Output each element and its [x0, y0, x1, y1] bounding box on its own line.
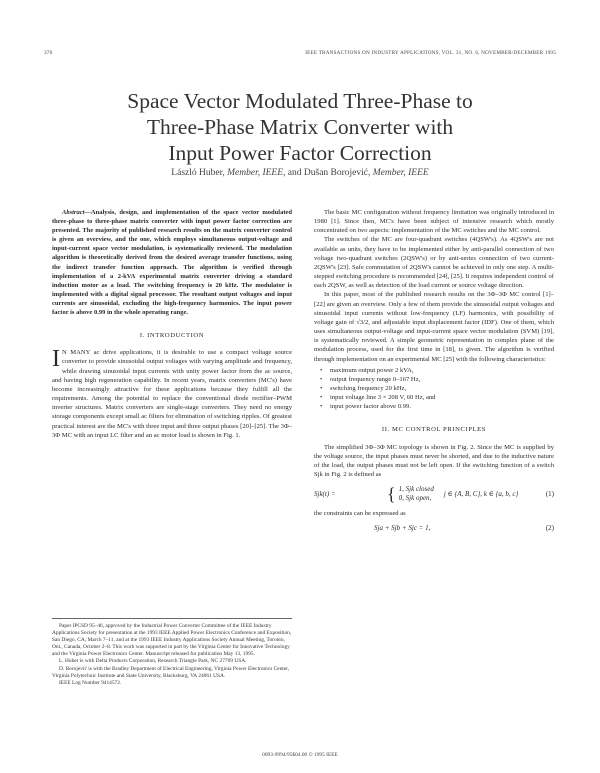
footnote-4: IEEE Log Number 9414572. — [59, 679, 122, 686]
paragraph-3: In this paper, most of the published research results on the 3Φ–3Φ MC control [1]–[22] are given an overview. Only a few of them provide the sinusoidal output voltages and sinusoidal input currents without low-frequency (LF) harmonics, with possibility of voltage gain of √3/2, and adjustable input displacement factor (IDF). One of them, which uses simultaneous output-voltage and input-current space vector modulation (SVM) [19], is systematically reviewed. A simple geometric representation in complex plane of the modulation process, used for the first time in [18], is given. The algorithm is verified through implementation on an experimental MC [25] with the following characteristics: — [314, 291, 554, 363]
equation-1-cases — [399, 485, 434, 503]
paragraph-4: The simplified 3Φ–3Φ MC topology is shown in Fig. 2. Since the MC is supplied by the voltage source, the input phases must never be shorted, and due to the inductive nature of the load, the output phases must not be left open. If the switching function of a switch Sjk in Fig. 2 is defined as — [314, 443, 554, 479]
journal-name: IEEE TRANSACTIONS ON INDUSTRY APPLICATIONS, VOL. 31, NO. 6, NOVEMBER/DECEMBER 1995 — [305, 50, 556, 56]
list-item: • input power factor above 0.99. — [328, 402, 554, 411]
paragraph-5: the constraints can be expressed as — [314, 510, 406, 518]
author-1-name: László Huber, — [171, 168, 225, 178]
equation-1-lhs: Sjk(t) = — [314, 489, 336, 498]
title-line-2: Three-Phase Matrix Converter with — [146, 115, 454, 139]
title-line-3: Input Power Factor Correction — [168, 141, 432, 165]
section-heading-introduction: I. INTRODUCTION — [139, 332, 205, 340]
equation-2 — [314, 524, 554, 533]
drop-cap: I — [52, 346, 60, 373]
equation-1-case-2: 0, Sjk open, — [398, 494, 432, 503]
equation-brace: { — [387, 484, 396, 505]
list-item: • switching frequency 20 kHz, — [328, 384, 554, 393]
footnote-2: L. Huber is with Delta Products Corporation, Research Triangle Park, NC 27709 USA. — [59, 658, 247, 665]
characteristics-list — [328, 366, 554, 412]
running-header — [44, 50, 556, 60]
footnote-1: Paper IPCSD 95–46, approved by the Industrial Power Converter Committee of the IEEE Industry Applications Society for presentation at the 1993 IEEE Applied Power Electronics Conference and Exposition, San Diego, CA, March 7–11, and at the 1993 IEEE Industry Applications Society Annual Meeting, Toronto, Ont., Canada, October 2–8. This work was supported in part by the Virginia Center for Innovative Technology and the Virginia Power Electronics Center. Manuscript released for publication May 13, 1995. — [52, 623, 292, 658]
list-item: • input voltage line 3 × 208 V, 60 Hz, and — [328, 393, 554, 402]
equation-1 — [314, 485, 554, 503]
author-conjunction: and — [287, 168, 302, 178]
page-number: 370 — [44, 50, 53, 56]
abstract-text: Analysis, design, and implementation of the space vector modulated three-phase to three-phase matrix converter with input power factor correction are presented. The majority of published research results on the matrix converter control is given an overview, and the one, which employs simultaneous output-voltage and input-current space vector modulation, is systematically reviewed. The modulation algorithm is theoretically derived from the desired average transfer functions, using the indirect transfer function approach. The algorithm is verified through implementation of a 2-kVA experimental matrix converter driving a standard induction motor as a load. The switching frequency is 20 kHz. The modulator is implemented with a digital signal processor. The resultant output voltages and input currents are sinusoidal, excluding the high-frequency harmonics. The input power factor is above 0.99 in the whole operating range. — [52, 209, 292, 317]
author-1-affiliation: Member, IEEE, — [227, 168, 286, 178]
title-line-1: Space Vector Modulated Three-Phase to — [127, 89, 473, 113]
list-item: • maximum output power 2 kVA, — [328, 366, 554, 375]
left-column — [52, 208, 292, 440]
section-heading-control-principles: II. MC CONTROL PRINCIPLES — [381, 426, 487, 434]
abstract-label: Abstract— — [62, 209, 91, 216]
author-2-name: Dušan Borojević, — [303, 168, 371, 178]
paragraph-2: The switches of the MC are four-quadrant switches (4QSW's). As 4QSW's are not available as units, they have to be implemented either by anti-parallel connection of two voltage two-quadrant switches (2QSW's) or by anti-series connection of two current-2QSW's [23]. Safe commutation of 2QSW's cannot be achieved in only one step. A multi-stepped switching procedure is recommended [24], [25]. It requires independent control of each 2QSW, as well as detection of the load current or source voltage direction. — [314, 236, 554, 290]
equation-2-number: (2) — [545, 524, 554, 533]
footnotes — [52, 618, 292, 687]
copyright-footer: 0093-9994/95$04.00 © 1995 IEEE — [262, 752, 338, 758]
paper-title — [0, 88, 600, 166]
equation-2-body: Sja + Sjb + Sjc = 1, — [374, 524, 431, 533]
list-item: • output frequency range 0–167 Hz, — [328, 375, 554, 384]
author-2-affiliation: Member, IEEE — [372, 168, 429, 178]
equation-1-number: (1) — [545, 489, 554, 498]
equation-1-case-1: 1, Sjk closed — [398, 485, 434, 494]
abstract — [52, 208, 292, 317]
intro-lead: N MANY — [62, 349, 91, 357]
right-column — [314, 208, 554, 540]
equation-1-domain: j ∈ {A, B, C}, k ∈ {a, b, c} — [443, 489, 519, 498]
paragraph-1: The basic MC configuration without frequency limitation was originally introduced in 1980 [1]. Since then, MC's have been subject of intensive research which mostly concentrated on two aspects: implementation of the MC switches and the MC control. — [314, 209, 554, 235]
footnote-3: D. Borojević is with the Bradley Department of Electrical Engineering, Virginia Power Electronics Center, Virginia Polytechnic Institute and State University, Blacksburg, VA 24061 USA. — [52, 665, 290, 679]
author-line — [0, 168, 600, 178]
intro-paragraph — [52, 348, 292, 440]
intro-text: ac drive applications, it is desirable to use a compact voltage source converter to provide sinusoidal output voltages with varying amplitude and frequency, while drawing sinusoidal input currents with unity power factor from the ac source, and having high regeneration capability. In recent years, matrix converters (MC's) have become increasingly attractive for these applications because they fulfill all the requirements. Among the potential to replace the conventional diode rectifier–PWM inverter structures. Matrix converters are single-stage converters. They need no energy storage components except small ac filters for elimination of switching ripples. Of greatest practical interest are the MC's with three input and three output phases [20]–[25]. The 3Φ–3Φ MC with an input LC filter and an ac motor load is shown in Fig. 1. — [52, 349, 292, 439]
